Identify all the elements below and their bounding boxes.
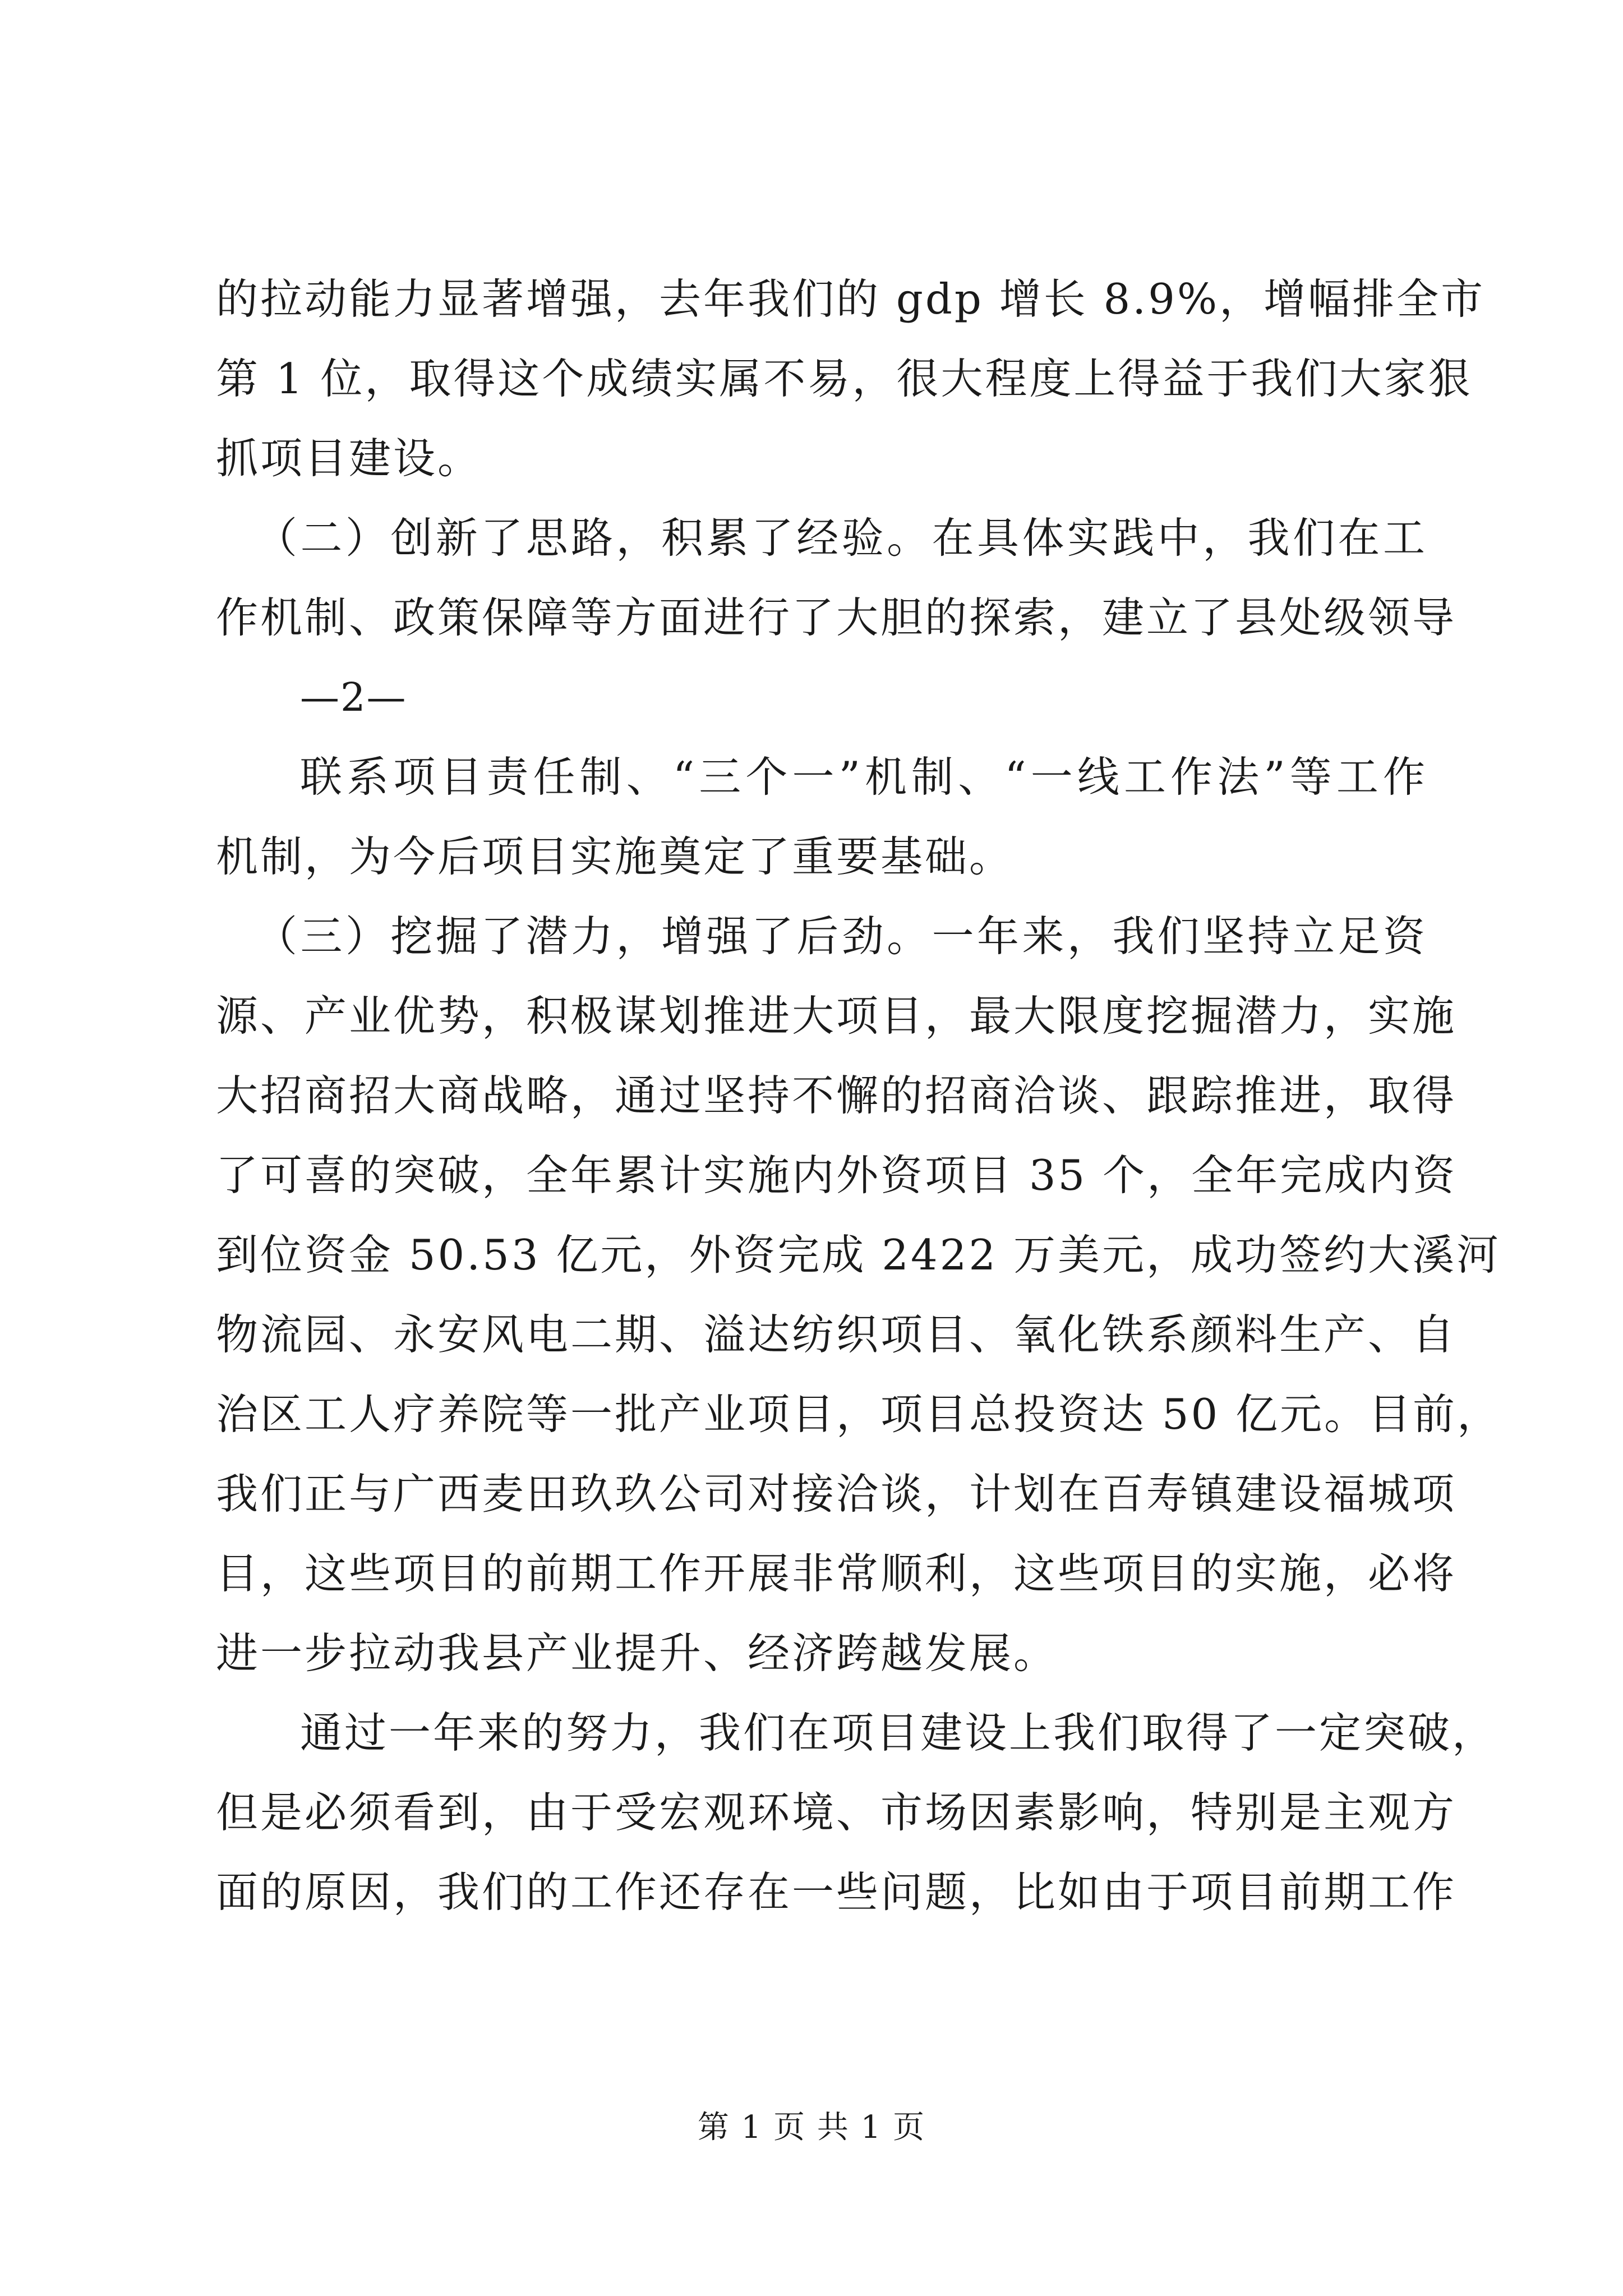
text-line: 抓项目建设。 [216, 434, 482, 483]
document-body [216, 259, 1502, 1932]
paragraph-start-line: 通过一年来的努力，我们在项目建设上我们取得了一定突破， [300, 1708, 1497, 1757]
text-line: 作机制、政策保障等方面进行了大胆的探索，建立了县处级领导 [216, 593, 1457, 642]
text-line: 目，这些项目的前期工作开展非常顺利，这些项目的实施，必将 [216, 1549, 1457, 1598]
page-footer: 第 1 页 共 1 页 [697, 2109, 926, 2146]
text-line: 治区工人疗养院等一批产业项目，项目总投资达 50 亿元。目前， [216, 1389, 1502, 1439]
paragraph-start-line: （三）挖掘了潜力，增强了后劲。一年来，我们坚持立足资 [255, 912, 1427, 961]
text-line: 了可喜的突破，全年累计实施内外资项目 35 个，全年完成内资 [216, 1151, 1458, 1200]
text-line: 面的原因，我们的工作还存在一些问题，比如由于项目前期工作 [216, 1867, 1457, 1917]
text-line: 机制，为今后项目实施奠定了重要基础。 [216, 832, 1014, 881]
text-line: 大招商招大商战略，通过坚持不懈的招商洽谈、跟踪推进，取得 [216, 1071, 1457, 1120]
text-line: 物流园、永安风电二期、溢达纺织项目、氧化铁系颜料生产、自 [216, 1310, 1457, 1359]
text-line: 我们正与广西麦田玖玖公司对接洽谈，计划在百寿镇建设福城项 [216, 1469, 1457, 1519]
text-line: 源、产业优势，积极谋划推进大项目，最大限度挖掘潜力，实施 [216, 991, 1457, 1041]
text-line: 第 1 位，取得这个成绩实属不易，很大程度上得益于我们大家狠 [216, 354, 1473, 403]
text-line: 的拉动能力显著增强，去年我们的 gdp 增长 8.9%，增幅排全市 [216, 274, 1486, 324]
paragraph-start-line: 联系项目责任制、“三个一”机制、“一线工作法”等工作 [300, 752, 1427, 802]
text-line: 但是必须看到，由于受宏观环境、市场因素影响，特别是主观方 [216, 1788, 1457, 1837]
text-line: 到位资金 50.53 亿元，外资完成 2422 万美元，成功签约大溪河 [216, 1230, 1501, 1280]
text-line: 进一步拉动我县产业提升、经济跨越发展。 [216, 1628, 1058, 1678]
paragraph-start-line: （二）创新了思路，积累了经验。在具体实践中，我们在工 [255, 513, 1427, 563]
inline-page-number: —2— [300, 674, 407, 720]
